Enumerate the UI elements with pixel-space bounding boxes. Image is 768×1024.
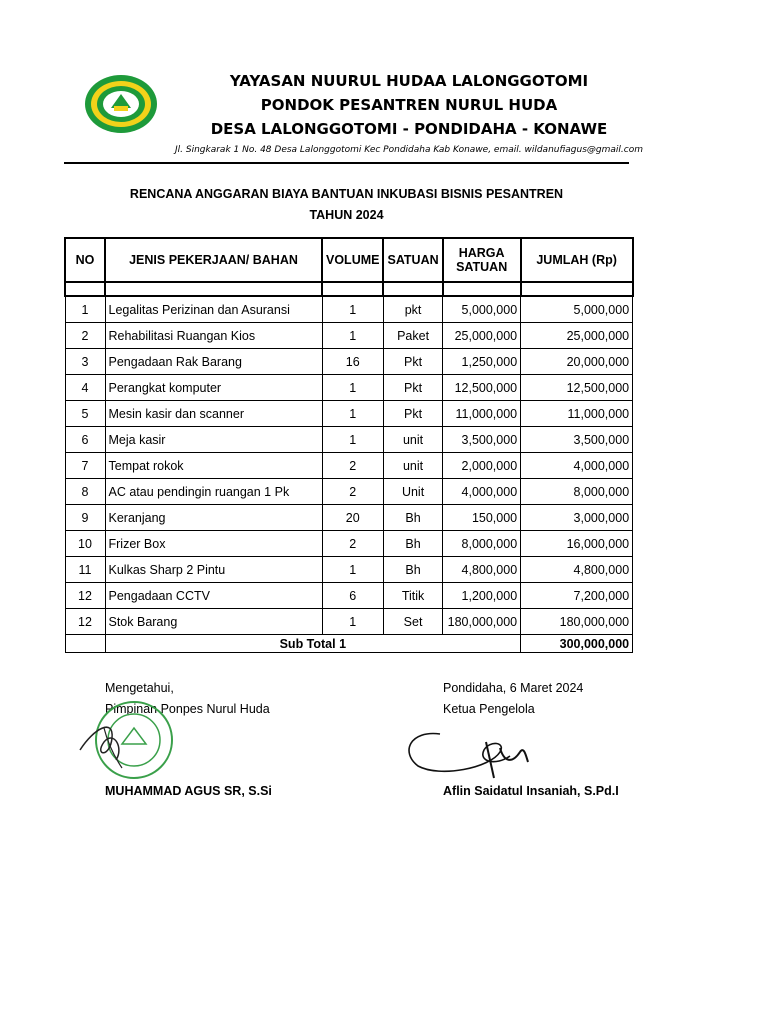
row-unit: Paket bbox=[383, 323, 442, 349]
row-no: 8 bbox=[65, 479, 105, 505]
row-total: 3,000,000 bbox=[521, 505, 633, 531]
left-signer-role: Pimpinan Ponpes Nurul Huda bbox=[105, 702, 270, 716]
row-item: Tempat rokok bbox=[105, 453, 322, 479]
place-date: Pondidaha, 6 Maret 2024 bbox=[443, 681, 584, 695]
subtotal-label: Sub Total 1 bbox=[105, 635, 521, 653]
row-no: 5 bbox=[65, 401, 105, 427]
row-volume: 16 bbox=[322, 349, 383, 375]
row-no: 12 bbox=[65, 583, 105, 609]
row-item: Legalitas Perizinan dan Asuransi bbox=[105, 296, 322, 323]
table-row bbox=[65, 323, 633, 349]
left-signer-name: MUHAMMAD AGUS SR, S.Si bbox=[105, 784, 272, 798]
table-row bbox=[65, 531, 633, 557]
row-unit: Unit bbox=[383, 479, 442, 505]
table-row bbox=[65, 505, 633, 531]
row-total: 16,000,000 bbox=[521, 531, 633, 557]
subtotal-row bbox=[65, 635, 633, 653]
row-total: 3,500,000 bbox=[521, 427, 633, 453]
row-unit: Pkt bbox=[383, 349, 442, 375]
row-volume: 6 bbox=[322, 583, 383, 609]
table-row bbox=[65, 583, 633, 609]
row-total: 4,000,000 bbox=[521, 453, 633, 479]
row-item: Pengadaan CCTV bbox=[105, 583, 322, 609]
row-no: 10 bbox=[65, 531, 105, 557]
row-no: 12 bbox=[65, 609, 105, 635]
row-volume: 2 bbox=[322, 453, 383, 479]
row-unit: Pkt bbox=[383, 401, 442, 427]
row-price: 150,000 bbox=[443, 505, 521, 531]
row-total: 5,000,000 bbox=[521, 296, 633, 323]
official-stamp bbox=[74, 698, 174, 782]
table-row bbox=[65, 296, 633, 323]
row-volume: 1 bbox=[322, 557, 383, 583]
header-price-line1: HARGA bbox=[458, 246, 505, 260]
row-volume: 1 bbox=[322, 609, 383, 635]
header-total: JUMLAH (Rp) bbox=[521, 238, 633, 282]
row-price: 4,800,000 bbox=[443, 557, 521, 583]
budget-table bbox=[64, 237, 634, 653]
row-unit: Set bbox=[383, 609, 442, 635]
header-price bbox=[443, 238, 521, 282]
row-price: 3,500,000 bbox=[443, 427, 521, 453]
table-row bbox=[65, 479, 633, 505]
row-price: 25,000,000 bbox=[443, 323, 521, 349]
row-volume: 2 bbox=[322, 479, 383, 505]
row-volume: 1 bbox=[322, 375, 383, 401]
school-name: PONDOK PESANTREN NURUL HUDA bbox=[260, 96, 558, 114]
row-no: 3 bbox=[65, 349, 105, 375]
row-price: 11,000,000 bbox=[443, 401, 521, 427]
row-unit: unit bbox=[383, 427, 442, 453]
header-item: JENIS PEKERJAAN/ BAHAN bbox=[105, 238, 322, 282]
village-name: DESA LALONGGOTOMI - PONDIDAHA - KONAWE bbox=[210, 120, 608, 138]
row-unit: pkt bbox=[383, 296, 442, 323]
header-no: NO bbox=[65, 238, 105, 282]
row-item: Pengadaan Rak Barang bbox=[105, 349, 322, 375]
header-divider bbox=[64, 162, 629, 164]
row-item: AC atau pendingin ruangan 1 Pk bbox=[105, 479, 322, 505]
row-no: 11 bbox=[65, 557, 105, 583]
table-row bbox=[65, 557, 633, 583]
row-item: Mesin kasir dan scanner bbox=[105, 401, 322, 427]
row-unit: Pkt bbox=[383, 375, 442, 401]
table-row bbox=[65, 401, 633, 427]
row-volume: 20 bbox=[322, 505, 383, 531]
row-total: 180,000,000 bbox=[521, 609, 633, 635]
row-item: Keranjang bbox=[105, 505, 322, 531]
signature-right bbox=[400, 722, 540, 782]
table-row bbox=[65, 609, 633, 635]
row-unit: Bh bbox=[383, 505, 442, 531]
row-unit: Bh bbox=[383, 557, 442, 583]
row-price: 1,250,000 bbox=[443, 349, 521, 375]
row-volume: 1 bbox=[322, 323, 383, 349]
row-price: 180,000,000 bbox=[443, 609, 521, 635]
row-item: Stok Barang bbox=[105, 609, 322, 635]
row-price: 4,000,000 bbox=[443, 479, 521, 505]
row-price: 1,200,000 bbox=[443, 583, 521, 609]
row-item: Kulkas Sharp 2 Pintu bbox=[105, 557, 322, 583]
row-no: 4 bbox=[65, 375, 105, 401]
foundation-name: YAYASAN NUURUL HUDAA LALONGGOTOMI bbox=[229, 72, 589, 90]
right-signer-role: Ketua Pengelola bbox=[443, 702, 535, 716]
table-row bbox=[65, 349, 633, 375]
row-unit: unit bbox=[383, 453, 442, 479]
subtotal-value: 300,000,000 bbox=[521, 635, 633, 653]
row-total: 20,000,000 bbox=[521, 349, 633, 375]
row-volume: 2 bbox=[322, 531, 383, 557]
row-volume: 1 bbox=[322, 427, 383, 453]
table-row bbox=[65, 427, 633, 453]
row-item: Frizer Box bbox=[105, 531, 322, 557]
document-title: RENCANA ANGGARAN BIAYA BANTUAN INKUBASI BISNIS PESANTREN bbox=[129, 187, 564, 201]
row-no: 6 bbox=[65, 427, 105, 453]
row-no: 9 bbox=[65, 505, 105, 531]
row-volume: 1 bbox=[322, 401, 383, 427]
header-volume: VOLUME bbox=[322, 238, 383, 282]
row-no: 1 bbox=[65, 296, 105, 323]
row-unit: Bh bbox=[383, 531, 442, 557]
row-no: 2 bbox=[65, 323, 105, 349]
document-year: TAHUN 2024 bbox=[309, 208, 384, 222]
table-header-row bbox=[65, 238, 633, 282]
row-price: 12,500,000 bbox=[443, 375, 521, 401]
right-signer-name: Aflin Saidatul Insaniah, S.Pd.I bbox=[443, 784, 619, 798]
row-price: 5,000,000 bbox=[443, 296, 521, 323]
row-total: 25,000,000 bbox=[521, 323, 633, 349]
row-price: 8,000,000 bbox=[443, 531, 521, 557]
row-item: Rehabilitasi Ruangan Kios bbox=[105, 323, 322, 349]
row-total: 8,000,000 bbox=[521, 479, 633, 505]
row-price: 2,000,000 bbox=[443, 453, 521, 479]
row-total: 7,200,000 bbox=[521, 583, 633, 609]
row-item: Meja kasir bbox=[105, 427, 322, 453]
row-no: 7 bbox=[65, 453, 105, 479]
header-price-line2: SATUAN bbox=[456, 260, 508, 274]
address-line: Jl. Singkarak 1 No. 48 Desa Lalonggotomi Kec Pondidaha Kab Konawe, email. wildanufiagus@gmail.com bbox=[175, 145, 643, 155]
header-unit: SATUAN bbox=[383, 238, 442, 282]
table-row bbox=[65, 375, 633, 401]
table-row bbox=[65, 453, 633, 479]
row-item: Perangkat komputer bbox=[105, 375, 322, 401]
row-volume: 1 bbox=[322, 296, 383, 323]
row-total: 12,500,000 bbox=[521, 375, 633, 401]
acknowledged-label: Mengetahui, bbox=[105, 681, 174, 695]
row-total: 4,800,000 bbox=[521, 557, 633, 583]
row-total: 11,000,000 bbox=[521, 401, 633, 427]
row-unit: Titik bbox=[383, 583, 442, 609]
table-spacer-row bbox=[65, 282, 633, 296]
